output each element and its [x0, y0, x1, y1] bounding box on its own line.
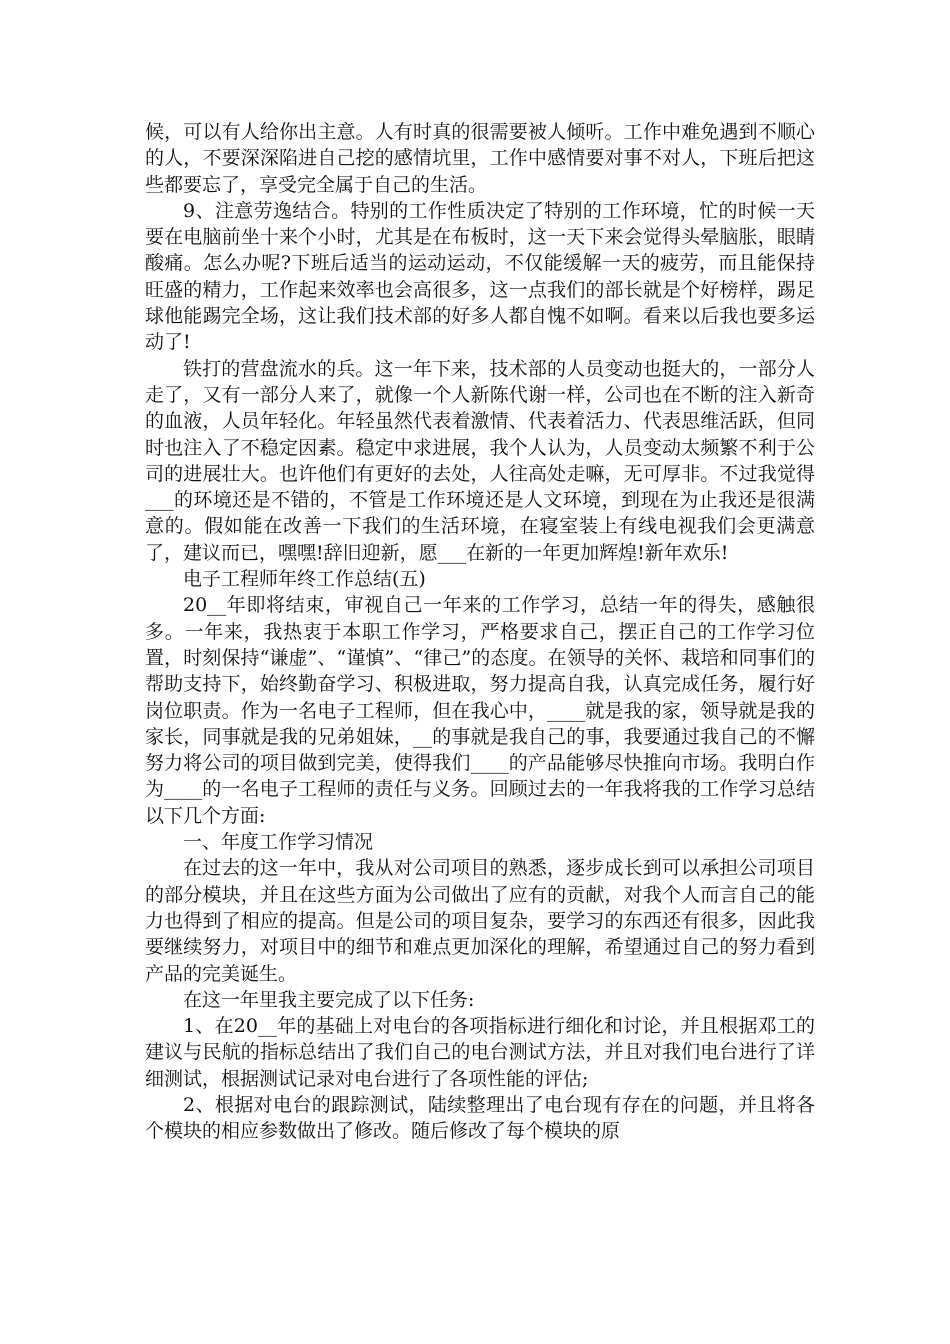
- paragraph-review: 在过去的这一年中，我从对公司项目的熟悉，逐步成长到可以承担公司项目的部分模块，并且在这些方面为公司做出了应有的贡献，对我个人而言自己的能力也得到了相应的提高。但是公司的项目复杂，要学习的东西还有很多，因此我要继续努力，对项目中的细节和难点更加深化的理解，希望通过自己的努力看到产品的完美诞生。: [145, 857, 815, 985]
- paragraph-staff-change: 铁打的营盘流水的兵。这一年下来，技术部的人员变动也挺大的，一部分人走了，又有一部分人来了，就像一个人新陈代谢一样，公司也在不断的注入新奇的血液，人员年轻化。年轻虽然代表着激情、代表着活力、代表思维活跃，但同时也注入了不稳定因素。稳定中求进展，我个人认为，人员变动太频繁不利于公司的进展壮大。也许他们有更好的去处，人往高处走嘛，无可厚非。不过我觉得___的环境还是不错的，不管是工作环境还是人文环境，到现在为止我还是很满意的。假如能在改善一下我们的生活环境，在寝室装上有线电视我们会更满意了，建议而已，嘿嘿!辞旧迎新，愿___在新的一年更加辉煌!新年欢乐!: [145, 357, 815, 564]
- subsection-heading: 一、年度工作学习情况: [183, 831, 374, 854]
- document-body: [145, 119, 815, 1145]
- paragraph-item-9: 9、注意劳逸结合。特别的工作性质决定了特别的工作环境，忙的时候一天要在电脑前坐十来个小时，尤其是在布板时，这一天下来会觉得头晕脑胀，眼睛酸痛。怎么办呢?下班后适当的运动运动，不仅能缓解一天的疲劳，而且能保持旺盛的精力，工作起来效率也会高很多，这一点我们的部长就是个好榜样，踢足球他能踢完全场，这让我们技术部的好多人都自愧不如啊。看来以后我也要多运动了!: [145, 199, 815, 354]
- paragraph-task-1: 1、在20__年的基础上对电台的各项指标进行细化和讨论，并且根据邓工的建议与民航的指标总结出了我们自己的电台测试方法，并且对我们电台进行了详细测试，根据测试记录对电台进行了各项性能的评估;: [145, 1015, 815, 1090]
- paragraph-tasks-intro: 在这一年里我主要完成了以下任务:: [183, 988, 475, 1011]
- paragraph-continuation: 候，可以有人给你出主意。人有时真的很需要被人倾听。工作中难免遇到不顺心的人，不要深深陷进自己挖的感情坑里，工作中感情要对事不对人，下班后把这些都要忘了，享受完全属于自己的生活。: [145, 121, 815, 196]
- section-title: 电子工程师年终工作总结(五): [183, 568, 426, 591]
- paragraph-task-2: 2、根据对电台的跟踪测试，陆续整理出了电台现有存在的问题，并且将各个模块的相应参数做出了修改。随后修改了每个模块的原: [145, 1093, 815, 1143]
- paragraph-intro: 20__年即将结束，审视自己一年来的工作学习，总结一年的得失，感触很多。一年来，我热衷于本职工作学习，严格要求自己，摆正自己的工作学习位置，时刻保持“谦虚”、“谨慎”、“律己”的态度。在领导的关怀、栽培和同事们的帮助支持下，始终勤奋学习、积极进取，努力提高自我，认真完成任务，履行好岗位职责。作为一名电子工程师，但在我心中，____就是我的家，领导就是我的家长，同事就是我的兄弟姐妹，__的事就是我自己的事，我要通过我自己的不懈努力将公司的项目做到完美，使得我们____的产品能够尽快推向市场。我明白作为____的一名电子工程师的责任与义务。回顾过去的一年我将我的工作学习总结以下几个方面:: [145, 594, 815, 827]
